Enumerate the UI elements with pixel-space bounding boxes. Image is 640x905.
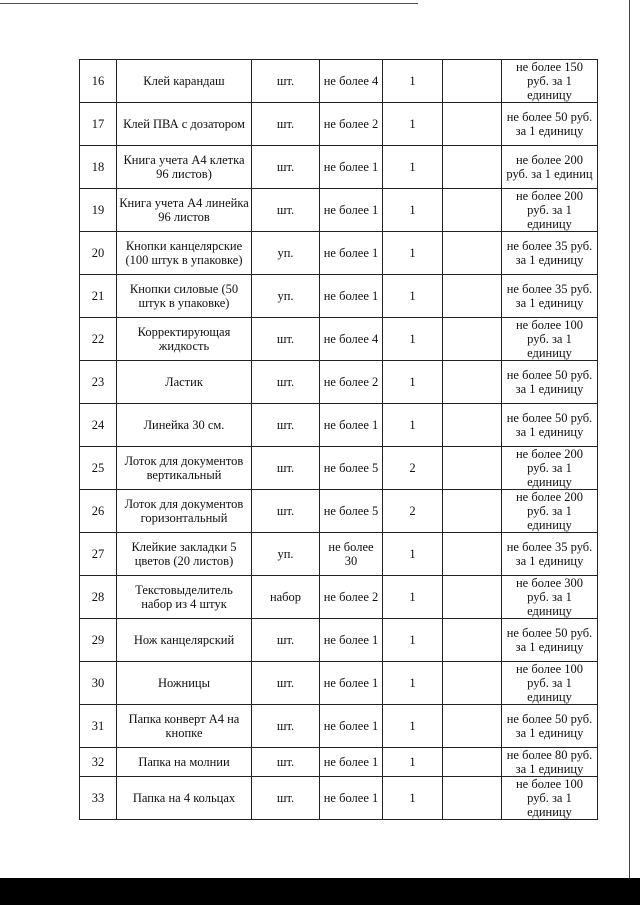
item-price: не более 200 руб. за 1 единицу	[502, 490, 598, 533]
empty-cell	[443, 189, 502, 232]
item-unit: шт.	[252, 189, 320, 232]
item-price: не более 35 руб. за 1 единицу	[502, 232, 598, 275]
item-unit: шт.	[252, 662, 320, 705]
row-number: 26	[80, 490, 117, 533]
empty-cell	[443, 576, 502, 619]
item-count: 1	[383, 662, 443, 705]
item-name: Папка конверт А4 на кнопке	[117, 705, 252, 748]
item-count: 1	[383, 232, 443, 275]
item-count: 1	[383, 533, 443, 576]
item-quantity: не более 1	[320, 189, 383, 232]
row-number: 24	[80, 404, 117, 447]
item-name: Текстовыделитель набор из 4 штук	[117, 576, 252, 619]
item-quantity: не более 4	[320, 60, 383, 103]
top-rule	[0, 3, 418, 4]
empty-cell	[443, 232, 502, 275]
empty-cell	[443, 404, 502, 447]
table-row	[80, 361, 598, 404]
item-unit: шт.	[252, 777, 320, 820]
item-unit: шт.	[252, 705, 320, 748]
item-count: 1	[383, 777, 443, 820]
row-number: 23	[80, 361, 117, 404]
item-count: 1	[383, 361, 443, 404]
item-unit: шт.	[252, 361, 320, 404]
item-name: Клейкие закладки 5 цветов (20 листов)	[117, 533, 252, 576]
row-number: 20	[80, 232, 117, 275]
item-unit: шт.	[252, 318, 320, 361]
item-name: Папка на молнии	[117, 748, 252, 777]
row-number: 19	[80, 189, 117, 232]
item-unit: шт.	[252, 146, 320, 189]
item-count: 2	[383, 490, 443, 533]
item-count: 1	[383, 619, 443, 662]
table-row	[80, 318, 598, 361]
row-number: 27	[80, 533, 117, 576]
table-row	[80, 777, 598, 820]
row-number: 16	[80, 60, 117, 103]
table-body	[80, 60, 598, 820]
item-price: не более 100 руб. за 1 единицу	[502, 318, 598, 361]
item-name: Нож канцелярский	[117, 619, 252, 662]
item-quantity: не более 2	[320, 103, 383, 146]
table-row	[80, 705, 598, 748]
item-count: 1	[383, 576, 443, 619]
item-name: Книга учета А4 линейка 96 листов	[117, 189, 252, 232]
item-name: Корректирующая жидкость	[117, 318, 252, 361]
row-number: 18	[80, 146, 117, 189]
item-count: 1	[383, 404, 443, 447]
item-quantity: не более 1	[320, 662, 383, 705]
item-quantity: не более 4	[320, 318, 383, 361]
table-row	[80, 275, 598, 318]
item-price: не более 100 руб. за 1 единицу	[502, 777, 598, 820]
row-number: 25	[80, 447, 117, 490]
empty-cell	[443, 275, 502, 318]
item-quantity: не более 1	[320, 404, 383, 447]
bottom-scan-band	[0, 878, 640, 905]
empty-cell	[443, 146, 502, 189]
item-count: 1	[383, 60, 443, 103]
item-name: Книга учета А4 клетка 96 листов)	[117, 146, 252, 189]
row-number: 32	[80, 748, 117, 777]
item-price: не более 300 руб. за 1 единицу	[502, 576, 598, 619]
item-name: Линейка 30 см.	[117, 404, 252, 447]
table-row	[80, 60, 598, 103]
item-count: 1	[383, 705, 443, 748]
item-unit: шт.	[252, 60, 320, 103]
item-count: 1	[383, 189, 443, 232]
empty-cell	[443, 777, 502, 820]
item-name: Клей карандаш	[117, 60, 252, 103]
table-row	[80, 404, 598, 447]
row-number: 30	[80, 662, 117, 705]
row-number: 33	[80, 777, 117, 820]
item-unit: уп.	[252, 232, 320, 275]
item-price: не более 50 руб. за 1 единицу	[502, 619, 598, 662]
item-quantity: не более 5	[320, 490, 383, 533]
table-row	[80, 146, 598, 189]
item-name: Лоток для документов горизонтальный	[117, 490, 252, 533]
empty-cell	[443, 662, 502, 705]
item-quantity: не более 2	[320, 361, 383, 404]
item-name: Кнопки канцелярские (100 штук в упаковке)	[117, 232, 252, 275]
item-count: 1	[383, 146, 443, 189]
item-price: не более 50 руб. за 1 единицу	[502, 361, 598, 404]
item-price: не более 200 руб. за 1 единиц	[502, 146, 598, 189]
supplies-table	[79, 59, 598, 820]
item-price: не более 80 руб. за 1 единицу	[502, 748, 598, 777]
item-price: не более 100 руб. за 1 единицу	[502, 662, 598, 705]
item-unit: набор	[252, 576, 320, 619]
item-count: 1	[383, 103, 443, 146]
table-row	[80, 533, 598, 576]
item-unit: шт.	[252, 490, 320, 533]
empty-cell	[443, 60, 502, 103]
item-quantity: не более 1	[320, 748, 383, 777]
item-unit: шт.	[252, 103, 320, 146]
item-name: Папка на 4 кольцах	[117, 777, 252, 820]
table-row	[80, 447, 598, 490]
item-quantity: не более 1	[320, 619, 383, 662]
item-name: Ножницы	[117, 662, 252, 705]
empty-cell	[443, 318, 502, 361]
item-price: не более 35 руб. за 1 единицу	[502, 275, 598, 318]
right-scan-edge	[629, 0, 630, 878]
item-count: 2	[383, 447, 443, 490]
item-price: не более 50 руб. за 1 единицу	[502, 404, 598, 447]
table-row	[80, 189, 598, 232]
item-price: не более 200 руб. за 1 единицу	[502, 189, 598, 232]
item-name: Ластик	[117, 361, 252, 404]
item-price: не более 50 руб. за 1 единицу	[502, 103, 598, 146]
empty-cell	[443, 447, 502, 490]
row-number: 21	[80, 275, 117, 318]
empty-cell	[443, 490, 502, 533]
item-price: не более 35 руб. за 1 единицу	[502, 533, 598, 576]
item-unit: шт.	[252, 619, 320, 662]
item-unit: шт.	[252, 748, 320, 777]
item-name: Клей ПВА с дозатором	[117, 103, 252, 146]
item-price: не более 150 руб. за 1 единицу	[502, 60, 598, 103]
item-count: 1	[383, 748, 443, 777]
row-number: 28	[80, 576, 117, 619]
item-quantity: не более 2	[320, 576, 383, 619]
row-number: 29	[80, 619, 117, 662]
table-row	[80, 662, 598, 705]
item-count: 1	[383, 318, 443, 361]
item-name: Лоток для документов вертикальный	[117, 447, 252, 490]
row-number: 17	[80, 103, 117, 146]
item-unit: уп.	[252, 533, 320, 576]
item-count: 1	[383, 275, 443, 318]
table-row	[80, 490, 598, 533]
item-quantity: не более 1	[320, 232, 383, 275]
item-quantity: не более 1	[320, 705, 383, 748]
empty-cell	[443, 705, 502, 748]
row-number: 22	[80, 318, 117, 361]
item-quantity: не более 1	[320, 146, 383, 189]
item-unit: шт.	[252, 404, 320, 447]
table-row	[80, 232, 598, 275]
item-unit: шт.	[252, 447, 320, 490]
empty-cell	[443, 103, 502, 146]
empty-cell	[443, 619, 502, 662]
empty-cell	[443, 748, 502, 777]
item-price: не более 200 руб. за 1 единицу	[502, 447, 598, 490]
item-unit: уп.	[252, 275, 320, 318]
item-quantity: не более 1	[320, 777, 383, 820]
item-price: не более 50 руб. за 1 единицу	[502, 705, 598, 748]
item-quantity: не более 5	[320, 447, 383, 490]
table-row	[80, 576, 598, 619]
empty-cell	[443, 361, 502, 404]
item-quantity: не более 1	[320, 275, 383, 318]
item-name: Кнопки силовые (50 штук в упаковке)	[117, 275, 252, 318]
table-row	[80, 103, 598, 146]
row-number: 31	[80, 705, 117, 748]
table-row	[80, 619, 598, 662]
item-quantity: не более 30	[320, 533, 383, 576]
table-row	[80, 748, 598, 777]
empty-cell	[443, 533, 502, 576]
